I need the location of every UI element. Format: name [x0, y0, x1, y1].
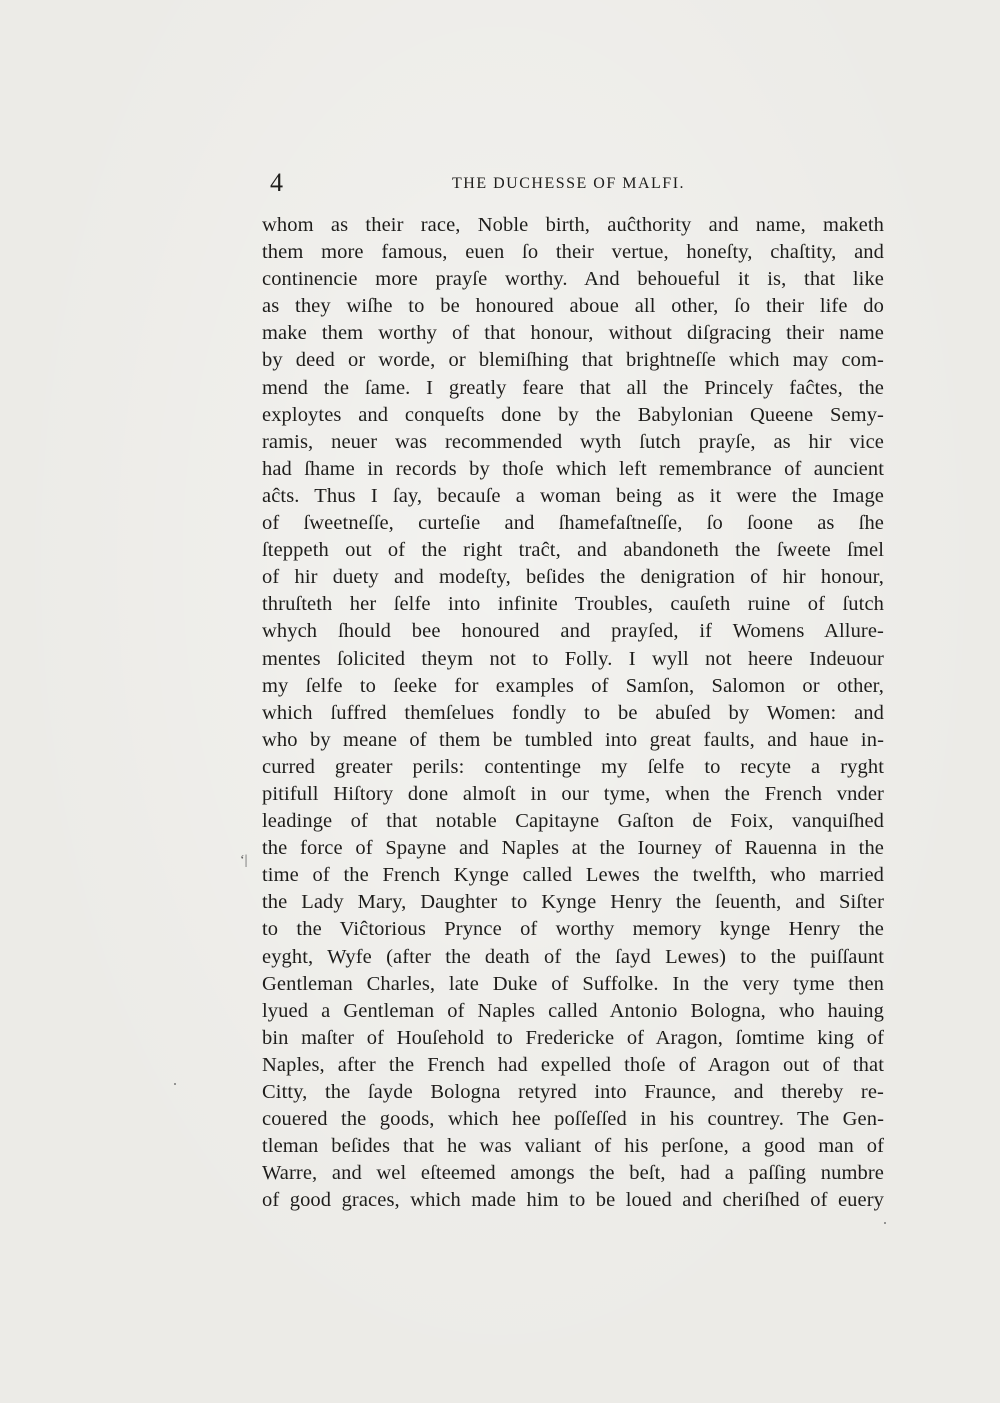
- margin-mark: ‘|: [240, 853, 248, 868]
- text-line: my ſelfe to ſeeke for examples of Samſon, Salomon or other,: [262, 674, 884, 697]
- text-line: the Lady Mary, Daughter to Kynge Henry the ſeuenth, and Siſter: [262, 891, 884, 914]
- text-line: tleman beſides that he was valiant of his perſone, a good man of: [262, 1135, 884, 1158]
- text-line: Citty, the ſayde Bologna retyred into Fraunce, and thereby re-: [262, 1081, 884, 1103]
- running-header: [270, 168, 882, 198]
- text-line: to the Viĉtorious Prynce of worthy memory kynge Henry the: [262, 918, 884, 941]
- text-line: ramis, neuer was recommended wyth ſutch prayſe, as hir vice: [262, 430, 884, 453]
- ink-speck: [884, 1222, 886, 1224]
- text-line: Gentleman Charles, late Duke of Suffolke. In the very tyme then: [262, 972, 884, 995]
- text-line: eyght, Wyfe (after the death of the ſayd Lewes) to the puiſſaunt: [262, 945, 884, 968]
- text-line: whom as their race, Noble birth, auĉthority and name, maketh: [262, 214, 884, 236]
- text-line: curred greater perils: contentinge my ſelfe to recyte a ryght: [262, 755, 884, 778]
- text-line: pitifull Hiſtory done almoſt in our tyme, when the French vnder: [262, 782, 884, 805]
- text-line: continencie more prayſe worthy. And behoueful it is, that like: [262, 268, 884, 291]
- page-number: 4: [270, 168, 283, 197]
- text-line: the force of Spayne and Naples at the Iourney of Rauenna in the: [262, 837, 884, 860]
- text-line: time of the French Kynge called Lewes the twelfth, who married: [262, 864, 884, 887]
- text-line: by deed or worde, or blemiſhing that brightneſſe which may com-: [262, 349, 884, 372]
- text-line: of good graces, which made him to be loued and cheriſhed of euery: [262, 1189, 884, 1212]
- text-line: aĉts. Thus I ſay, becauſe a woman being as it were the Image: [262, 484, 884, 507]
- body-text: [262, 212, 884, 1214]
- text-line: mend the ſame. I greatly feare that all the Princely faĉtes, the: [262, 376, 884, 399]
- text-line: exploytes and conqueſts done by the Babylonian Queene Semy-: [262, 403, 884, 426]
- text-line: of ſweetneſſe, curteſie and ſhamefaſtneſſe, ſo ſoone as ſhe: [262, 512, 884, 535]
- text-line: mentes ſolicited theym not to Folly. I wyll not heere Indeuour: [262, 647, 884, 670]
- text-line: make them worthy of that honour, without diſgracing their name: [262, 322, 884, 345]
- text-line: whych ſhould bee honoured and prayſed, if Womens Allure-: [262, 620, 884, 643]
- text-line: couered the goods, which hee poſſeſſed in his countrey. The Gen-: [262, 1108, 884, 1131]
- ink-speck: [174, 1083, 176, 1085]
- text-line: them more famous, euen ſo their vertue, honeſty, chaſtity, and: [262, 241, 884, 264]
- text-line: had ſhame in records by thoſe which left remembrance of auncient: [262, 457, 884, 480]
- text-line: bin maſter of Houſehold to Fredericke of Aragon, ſomtime king of: [262, 1026, 884, 1049]
- text-line: leadinge of that notable Capitayne Gaſton de Foix, vanquiſhed: [262, 810, 884, 833]
- text-line: lyued a Gentleman of Naples called Antonio Bologna, who hauing: [262, 999, 884, 1022]
- running-title: THE DUCHESSE OF MALFI.: [452, 175, 686, 192]
- text-line: which ſuffred themſelues fondly to be abuſed by Women: and: [262, 701, 884, 724]
- text-line: Warre, and wel eſteemed amongs the beſt, had a paſſing numbre: [262, 1162, 884, 1185]
- text-line: ſteppeth out of the right traĉt, and abandoneth the ſweete ſmel: [262, 539, 884, 562]
- text-line: Naples, after the French had expelled thoſe of Aragon out of that: [262, 1053, 884, 1076]
- text-line: who by meane of them be tumbled into great faults, and haue in-: [262, 728, 884, 751]
- text-line: of hir duety and modeſty, beſides the denigration of hir honour,: [262, 566, 884, 589]
- text-line: thruſteth her ſelfe into infinite Troubles, cauſeth ruine of ſutch: [262, 593, 884, 616]
- text-line: as they wiſhe to be honoured aboue all other, ſo their life do: [262, 295, 884, 318]
